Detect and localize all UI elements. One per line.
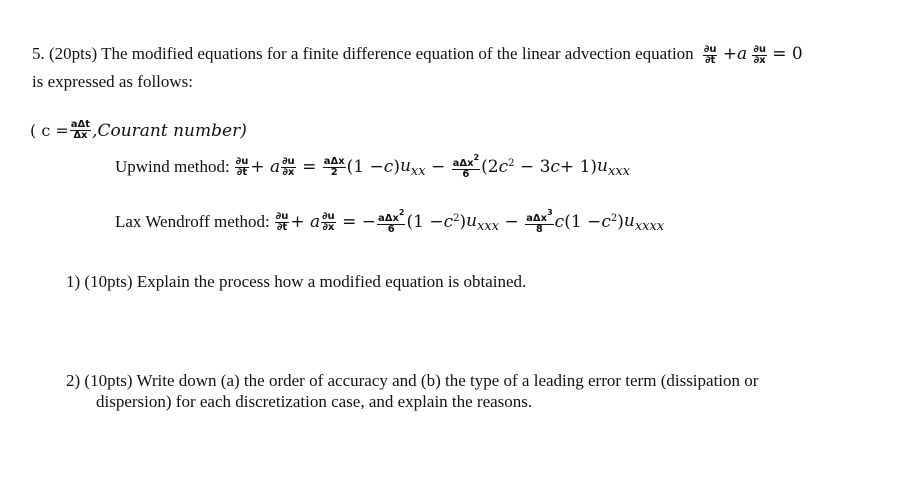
question-2-line-2: dispersion) for each discretization case, and explain the reasons.: [96, 392, 533, 411]
problem-header-continued: is expressed as follows:: [32, 72, 194, 91]
lax-wendroff-equation: Lax Wendroff method: $\frac{\partial u}{\partial t}$ + a $\frac{\partial u}{\partial x}$ = − $\frac{a\Delta x^2}{6}$ (1 − c $^2$) $u_{xxx}$ − $\frac{a\Delta x^3}{8}$ c (1 − c $^2$) $u_{xxxx}$: [115, 208, 665, 235]
problem-header: [32, 44, 803, 66]
courant-definition: ( c = $\frac{\text{aΔt}}{\Delta x}$ ,Courant number): [30, 119, 247, 141]
courant-label: ,Courant number): [92, 120, 247, 141]
problem-header-text: 5. (20pts) The modified equations for a finite difference equation of the linear advection equation: [32, 44, 694, 63]
lax-wendroff-label: Lax Wendroff method:: [115, 212, 270, 231]
question-1: 1) (10pts) Explain the process how a modified equation is obtained.: [66, 272, 527, 291]
advection-equation: $\frac{\partial u}{\partial t}$ +a $\frac{\partial u}{\partial x}$ = 0: [703, 43, 803, 66]
question-2-line-1: 2) (10pts) Write down (a) the order of accuracy and (b) the type of a leading error term (dissipation or: [66, 371, 759, 390]
upwind-equation: Upwind method: $\frac{\partial u}{\partial t}$ + a $\frac{\partial u}{\partial x}$ = $\frac{\text{aΔx}}{2}$ (1 − c ) $u_{xx}$ − $\frac{a\Delta x^2}{6}$ (2 c $^2$ − 3 c + 1) $u_{xxx}$: [115, 153, 630, 180]
upwind-label: Upwind method:: [115, 157, 230, 176]
